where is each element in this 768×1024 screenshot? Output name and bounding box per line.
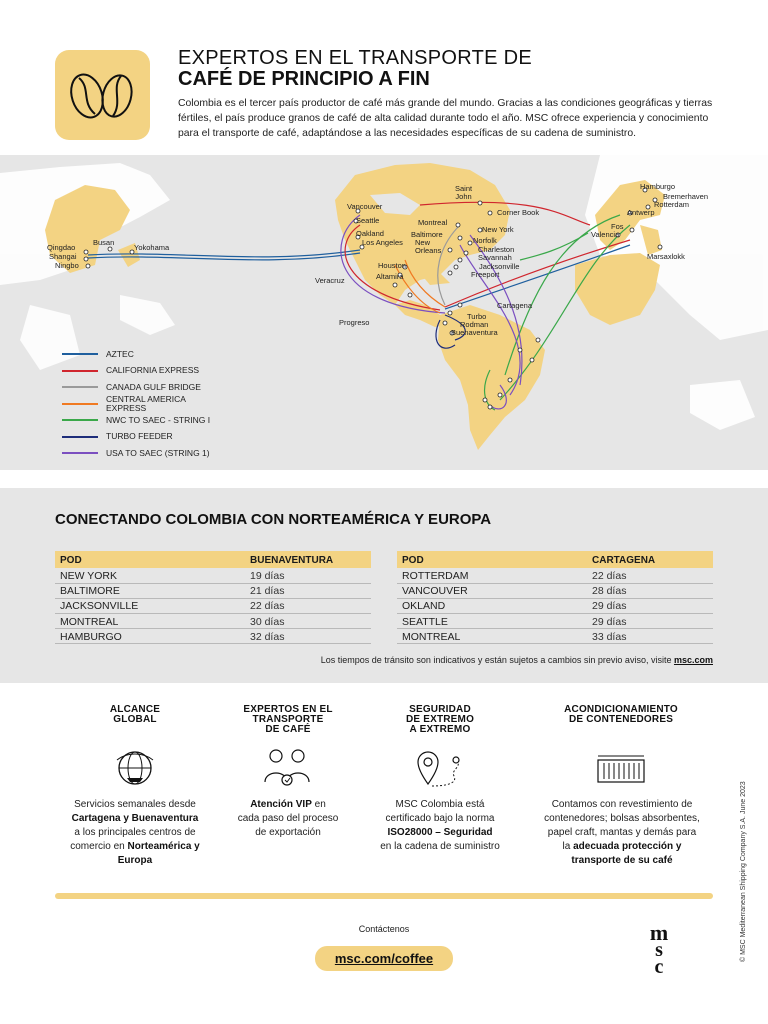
days-cell: 19 días [245,568,371,583]
coffee-logo-box [55,50,150,140]
legend-label: USA TO SAEC (STRING 1) [106,447,210,458]
days-cell: 29 días [587,614,713,629]
port-cell: MONTREAL [55,614,245,629]
days-cell: 21 días [245,583,371,598]
feature-coffee-experts [228,705,348,735]
days-cell: 30 días [245,614,371,629]
port-cell: BALTIMORE [55,583,245,598]
legend-swatch [62,353,98,355]
table-row [55,568,371,583]
svg-text:s: s [655,939,663,961]
days-cell: 22 días [587,568,713,583]
disclaimer-text: Los tiempos de tránsito son indicativos y están sujetos a cambios sin previo aviso, visite [320,655,672,665]
legend-item-central-america-express [62,393,210,413]
desc-line: Servicios semanales desde [74,799,196,810]
desc-bold: Atención VIP [250,799,312,810]
port-cell: OKLAND [397,598,587,613]
table-row [55,629,371,644]
port-altamira: Altamira [376,272,404,281]
legend-label: CALIFORNIA EXPRESS [106,365,200,376]
msc-logo [628,918,690,976]
port-vancouver: Vancouver [347,202,383,211]
desc-line: contenedores; bolsas absorbentes, [544,813,700,824]
port-cell: HAMBURGO [55,629,245,644]
feature-security [385,705,495,735]
transit-title: CONECTANDO COLOMBIA CON NORTEAMÉRICA Y EUROPA [55,511,492,528]
port-cell: ROTTERDAM [397,568,587,583]
transit-table-cartagena [397,551,713,644]
port-montreal: Montreal [418,218,448,227]
port-jacksonville: Jacksonville [479,262,520,271]
port-ningbo: Ningbo [55,261,79,270]
port-new-york: New York [482,225,514,234]
port-buenaventura: Buenaventura [451,328,498,337]
svg-text:m: m [649,920,669,945]
table-row [55,583,371,598]
legend-swatch [62,419,98,421]
feature-title: EXPERTOS EN EL [243,704,333,715]
feature-title: ACONDICIONAMIENTO [564,704,678,715]
legend-label: NWC TO SAEC - STRING I [106,414,211,425]
desc-line: de exportación [255,827,321,838]
footer-divider [55,893,713,899]
desc-line: certificado bajo la norma [385,813,495,824]
feature-title: TRANSPORTE [252,714,324,725]
port-bremerhaven: Bremerhaven [663,192,709,201]
port-antwerp: Antwerp [627,208,655,217]
port-saint-john: Saint John [455,184,473,201]
transit-table-buenaventura [55,551,371,644]
title-line-1: EXPERTOS EN EL TRANSPORTE DE [178,47,533,69]
legend-swatch [62,403,98,405]
port-savannah: Savannah [478,253,512,262]
port-cell: SEATTLE [397,614,587,629]
contact-label: Contáctenos [358,924,410,934]
desc-bold: adecuada protección y [573,841,682,852]
legend-swatch [62,452,98,454]
desc-line: papel craft, mantas y demás para [547,827,697,838]
globe-ship-icon [113,748,157,788]
desc-line: comercio en [70,841,128,852]
feature-title: ALCANCE [109,704,161,715]
legend-item-aztec [62,346,210,363]
port-corner-book: Corner Book [497,208,540,217]
port-cell: JACKSONVILLE [55,598,245,613]
feature-title: SEGURIDAD [409,704,471,715]
port-los-angeles: Los Angeles [362,238,403,247]
legend-item-california-express [62,363,210,380]
table-row [397,598,713,613]
port-yokohama: Yokohama [134,243,170,252]
port-oakland: Oakland [356,229,384,238]
port-fos: Fos [611,222,624,231]
legend-swatch [62,436,98,438]
days-cell: 32 días [245,629,371,644]
port-cell: VANCOUVER [397,583,587,598]
feature-desc-global-reach [55,798,215,868]
legend-label: AZTEC [106,348,134,359]
experts-people-icon [262,746,312,788]
desc-line: a los principales centros de [74,827,196,838]
feature-desc-security [360,798,520,854]
legend-label: CANADA GULF BRIDGE [106,381,201,392]
port-charleston: Charleston [478,245,515,254]
table-header-row [55,551,371,568]
legend-swatch [62,370,98,372]
legend-item-nwc-to-saec [62,412,210,429]
port-busan: Busan [93,238,115,247]
desc-line: en la cadena de suministro [380,841,500,852]
legend-label: TURBO FEEDER [106,431,173,442]
desc-line: cada paso del proceso [237,813,339,824]
port-seattle: Seattle [356,216,380,225]
days-cell: 28 días [587,583,713,598]
desc-bold: Europa [117,855,153,866]
feature-container-conditioning [546,705,696,725]
port-norfolk: Norfolk [473,236,497,245]
port-freeport: Freeport [471,270,500,279]
desc-bold: transporte de su café [571,855,673,866]
port-cell: MONTREAL [397,629,587,644]
msc-link[interactable]: msc.com [673,655,713,665]
port-veracruz: Veracruz [315,276,345,285]
col-pod: POD [397,551,587,568]
col-pod: POD [55,551,245,568]
feature-title: DE CAFÉ [265,724,311,735]
col-origin: BUENAVENTURA [245,551,371,568]
coffee-beans-icon [65,64,141,126]
port-qingdao: Qingdao [47,243,76,252]
table-row [397,583,713,598]
legend-item-turbo-feeder [62,429,210,446]
desc-bold: Norteamérica y [127,841,200,852]
location-route-icon [414,748,464,790]
copyright-text: © MSC Mediterranean Shipping Company S.A. June 2023 [740,781,747,962]
feature-title: GLOBAL [113,714,157,725]
table-row [397,614,713,629]
route-legend [62,346,210,462]
feature-global-reach [85,705,185,725]
col-origin: CARTAGENA [587,551,713,568]
transit-disclaimer [321,655,713,665]
title-line-2: CAFÉ DE PRINCIPIO A FIN [178,68,430,90]
port-marsaxlokk: Marsaxlokk [647,252,685,261]
desc-line: en [311,799,326,810]
table-row [397,629,713,644]
table-row [55,598,371,613]
table-row [55,614,371,629]
feature-title: A EXTREMO [409,724,471,735]
port-houston: Houston [378,261,406,270]
desc-line: MSC Colombia está [395,799,485,810]
intro-paragraph: Colombia es el tercer país productor de café más grande del mundo. Gracias a las condiciones geográficas y tierras fértiles, el país produce granos de café de alta calidad durante todo el año. MSC ofrece experiencia y conocimiento para el transporte de café, adaptándose a las necesidades específicas de su cadena de suministro. [178,98,713,139]
legend-label: CENTRAL AMERICA EXPRESS [106,393,186,413]
feature-desc-container [528,798,716,868]
port-cartagena: Cartagena [497,301,533,310]
transit-section [0,488,768,683]
route-map [0,155,768,470]
port-new-orleans: New Orleans [415,238,442,255]
port-shangai: Shangai [49,252,77,261]
port-rodman: Rodman [460,320,489,329]
desc-line: Contamos con revestimiento de [551,799,693,810]
feature-title: DE EXTREMO [405,714,475,725]
feature-title: DE CONTENEDORES [568,714,674,725]
desc-bold: ISO28000 – Seguridad [387,827,493,838]
container-icon [596,752,646,786]
table-header-row [397,551,713,568]
port-progreso: Progreso [339,318,370,327]
port-hamburgo: Hamburgo [640,182,676,191]
feature-desc-experts [213,798,363,840]
days-cell: 22 días [245,598,371,613]
desc-line: la [562,841,574,852]
svg-text:c: c [654,956,664,976]
table-row [397,568,713,583]
days-cell: 29 días [587,598,713,613]
coffee-link-button[interactable]: msc.com/coffee [315,946,453,971]
desc-bold: Cartagena y Buenaventura [71,813,199,824]
days-cell: 33 días [587,629,713,644]
legend-item-usa-to-saec [62,445,210,462]
port-cell: NEW YORK [55,568,245,583]
port-turbo: Turbo [467,312,487,321]
port-rotterdam: Rotterdam [654,200,690,209]
legend-swatch [62,386,98,388]
port-valencia: Valencia [591,230,620,239]
port-baltimore: Baltimore [411,230,443,239]
